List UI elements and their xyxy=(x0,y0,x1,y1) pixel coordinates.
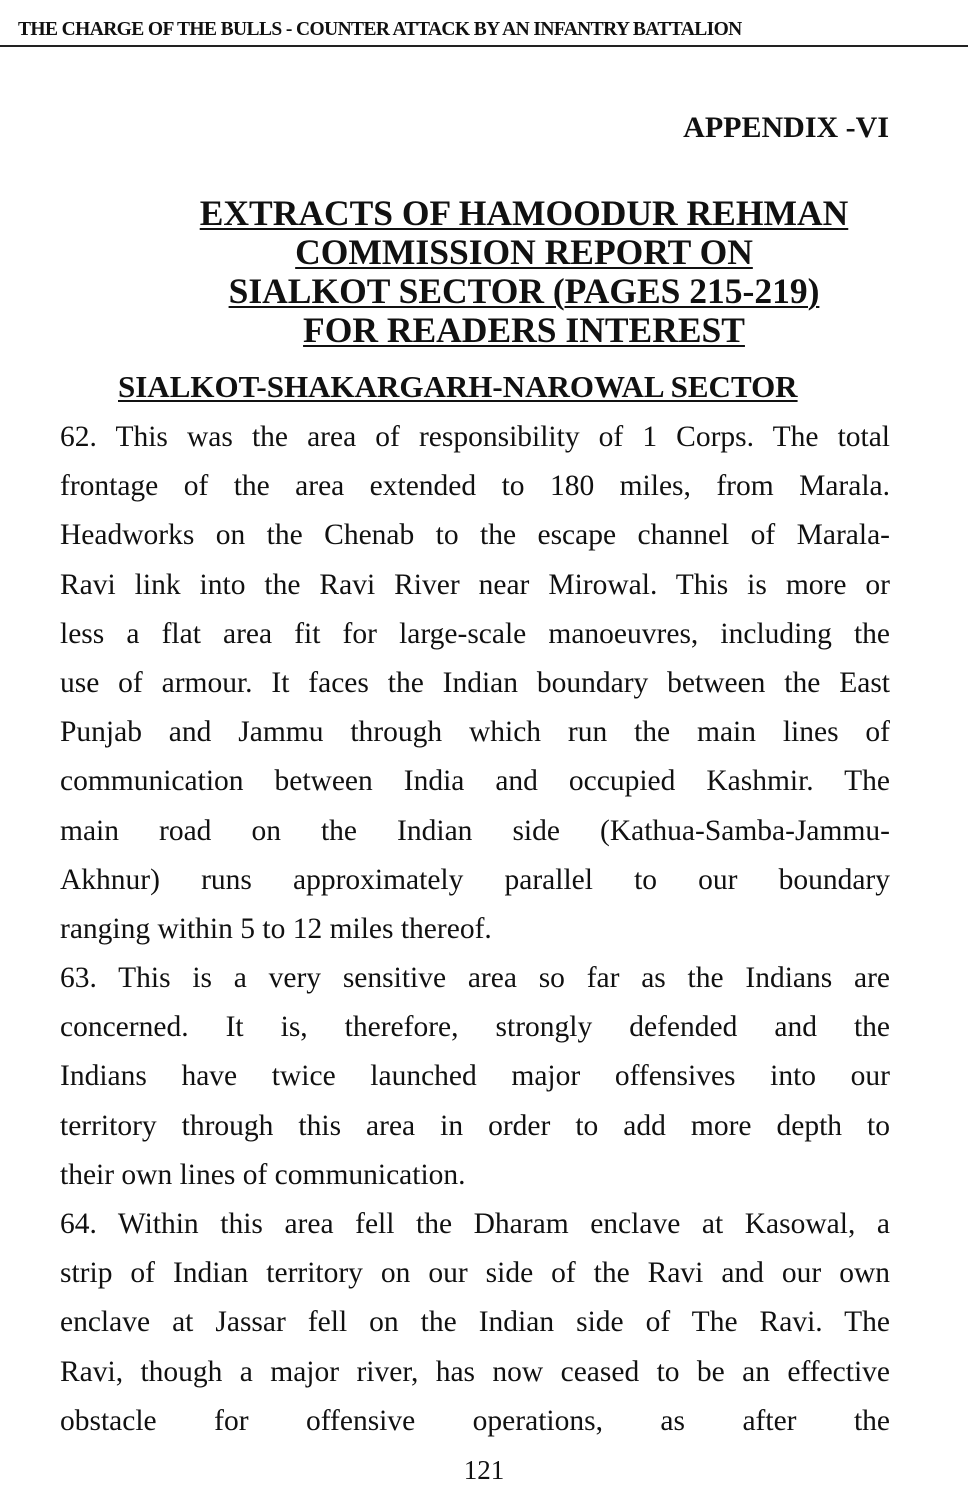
paragraph-62-line: communication between India and occupied Kashmir. The xyxy=(60,765,890,798)
title-line: SIALKOT SECTOR (PAGES 215-219) xyxy=(228,271,820,311)
title-line: FOR READERS INTEREST xyxy=(303,310,745,350)
page-number: 121 xyxy=(463,1455,505,1485)
paragraph-64-line: strip of Indian territory on our side of the Ravi and our own xyxy=(60,1257,890,1290)
document-title xyxy=(0,194,968,350)
section-heading: SIALKOT-SHAKARGARH-NAROWAL SECTOR xyxy=(118,369,798,404)
paragraph-62-line: use of armour. It faces the Indian boundary between the East xyxy=(60,666,890,699)
paragraph-63-line: 63. This is a very sensitive area so far as the Indians are xyxy=(60,962,890,995)
running-header: THE CHARGE OF THE BULLS - COUNTER ATTACK BY AN INFANTRY BATTALION xyxy=(18,19,742,40)
title-line: COMMISSION REPORT ON xyxy=(295,232,753,272)
paragraph-62-line: Ravi link into the Ravi River near Mirowal. This is more or xyxy=(60,568,890,601)
paragraph-62-line: Punjab and Jammu through which run the main lines of xyxy=(60,716,890,749)
paragraph-62-line: less a flat area fit for large-scale manoeuvres, including the xyxy=(60,617,890,650)
paragraph-62-line: 62. This was the area of responsibility of 1 Corps. The total xyxy=(60,421,890,453)
header-rule xyxy=(0,45,968,47)
paragraph-63-line: concerned. It is, therefore, strongly defended and the xyxy=(60,1011,890,1044)
paragraph-64-line: Ravi, though a major river, has now ceased to be an effective xyxy=(60,1355,890,1388)
paragraph-64-line: 64. Within this area fell the Dharam enclave at Kasowal, a xyxy=(60,1208,890,1240)
paragraph-63-line: territory through this area in order to add more depth to xyxy=(60,1109,890,1142)
paragraph-63-line: Indians have twice launched major offensives into our xyxy=(60,1060,890,1093)
paragraph-62-line: frontage of the area extended to 180 miles, from Marala. xyxy=(60,470,890,503)
appendix-label: APPENDIX -VI xyxy=(683,111,889,144)
paragraph-64-line: enclave at Jassar fell on the Indian side of The Ravi. The xyxy=(60,1306,890,1339)
body-text xyxy=(60,413,890,1446)
paragraph-62-line: Headworks on the Chenab to the escape channel of Marala- xyxy=(60,519,890,552)
paragraph-62-line: ranging within 5 to 12 miles thereof. xyxy=(60,912,492,945)
title-line: EXTRACTS OF HAMOODUR REHMAN xyxy=(199,193,849,233)
paragraph-62-line: main road on the Indian side (Kathua-Samba-Jammu- xyxy=(60,814,890,847)
paragraph-62-line: Akhnur) runs approximately parallel to our boundary xyxy=(60,863,890,896)
paragraph-63-line: their own lines of communication. xyxy=(60,1158,466,1191)
paragraph-64-line: obstacle for offensive operations, as after the xyxy=(60,1404,890,1437)
